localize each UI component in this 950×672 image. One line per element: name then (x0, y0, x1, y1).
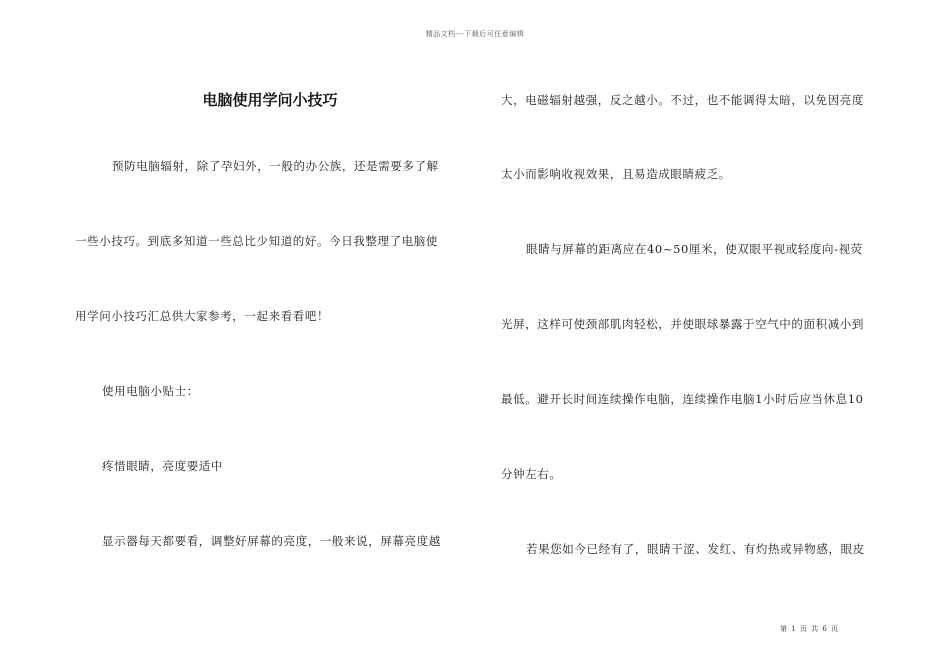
paragraph-line: 最低。避开长时间连续操作电脑，连续操作电脑1小时后应当休息10 (501, 392, 864, 406)
right-column (501, 0, 890, 672)
paragraph-line: 大，电磁辐射越强，反之越小。不过，也不能调得太暗，以免因亮度 (501, 93, 864, 107)
page-number: 第 1 页 共 6 页 (780, 625, 840, 633)
paragraph-line: 显示器每天都要看，调整好屏幕的亮度，一般来说，屏幕亮度越 (102, 534, 441, 548)
paragraph-line: 若果您如今已经有了，眼睛干涩、发红、有灼热或异物感，眼皮 (526, 542, 865, 556)
document-title: 电脑使用学问小技巧 (202, 91, 338, 109)
left-column (75, 0, 465, 672)
paragraph-line: 太小而影响收视效果，且易造成眼睛疲乏。 (501, 167, 731, 181)
paragraph-line: 用学问小技巧汇总供大家参考，一起来看看吧！ (75, 309, 330, 323)
section-heading: 使用电脑小贴士： (102, 384, 199, 398)
paragraph-line: 分钟左右。 (501, 467, 562, 481)
paragraph-line: 一些小技巧。到底多知道一些总比少知道的好。今日我整理了电脑使 (75, 234, 438, 248)
paragraph-line: 眼睛与屏幕的距离应在40~50厘米，使双眼平视或轻度向-视荧 (526, 242, 863, 256)
paragraph-line: 预防电脑辐射，除了孕妇外，一般的办公族，还是需要多了解 (112, 159, 439, 173)
section-subheading: 疼惜眼睛，亮度要适中 (102, 459, 223, 473)
paragraph-line: 光屏，这样可使颈部肌肉轻松，并使眼球暴露于空气中的面积减小到 (501, 317, 864, 331)
page-header: 精品文档---下载后可任意编辑 (425, 30, 525, 38)
